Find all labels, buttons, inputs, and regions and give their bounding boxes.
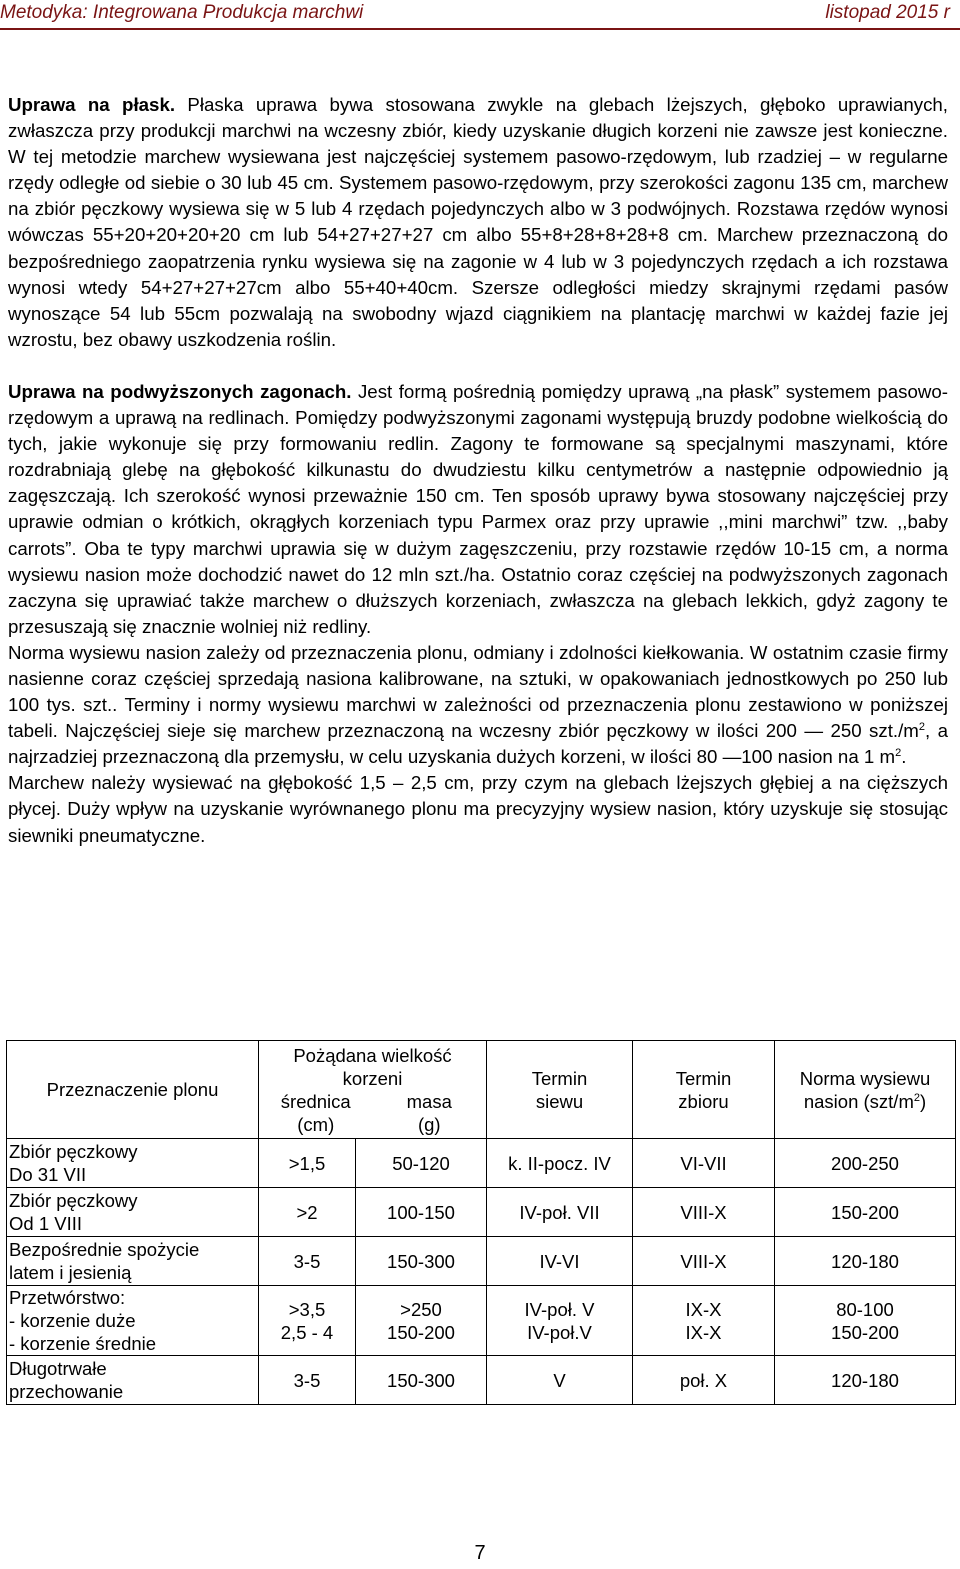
header-sowing-date: Termin siewu [487, 1041, 633, 1139]
row-label: Zbiór pęczkowy Od 1 VIII [7, 1188, 259, 1237]
cell-diameter: 3-5 [259, 1356, 356, 1405]
cell-sowing: IV-poł. VII [487, 1188, 633, 1237]
cell-mass: 100-150 [356, 1188, 487, 1237]
header-harvest-date: Termin zbioru [633, 1041, 775, 1139]
header-title: Metodyka: Integrowana Produkcja marchwi [0, 2, 364, 23]
cell-diameter: >1,5 [259, 1139, 356, 1188]
cell-norm: 120-180 [775, 1237, 956, 1286]
cell-diameter: >2 [259, 1188, 356, 1237]
superscript: 2 [918, 720, 925, 733]
seeding-table [6, 1040, 956, 1405]
paragraph-text: Norma wysiewu nasion zależy od przeznaczenia plonu, odmiany i zdolności kiełkowania. W ostatnim czasie firmy nasienne coraz częściej sprzedają nasiona kalibrowane, na sztuki, w opakowaniach jednostkowych po 250 lub 100 tys. szt.. Terminy i normy wysiewu marchwi w zależności od przeznaczenia plonu zestawiono w poniższej tabeli. Najczęściej sieje się marchew przeznaczoną na wczesny zbiór pęczkowy w ilości 200 — 250 szt./m [8, 641, 948, 742]
cell-harvest: VI-VII [633, 1139, 775, 1188]
row-label: Bezpośrednie spożycie latem i jesienią [7, 1237, 259, 1286]
table-row [7, 1286, 956, 1356]
table-row [7, 1356, 956, 1405]
cell-mass: 50-120 [356, 1139, 487, 1188]
page-header [0, 0, 960, 36]
paragraph-raised-beds [8, 379, 948, 640]
paragraph-text: . [901, 746, 907, 768]
paragraph-text: Płaska uprawa bywa stosowana zwykle na glebach lżejszych, głęboko uprawianych, zwłaszcza przy produkcji marchwi na wczesny zbiór, kiedy uzyskanie długich korzeni nie zawsze jest konieczne. W tej metodzie marchew wysiewana jest najczęściej systemem pasowo-rzędowym, lub rzadziej – w regularne rzędy odległe od siebie o 30 lub 45 cm. Systemem pasowo-rzędowym, przy szerokości zagonu 135 cm, marchew na zbiór pęczkowy wysiewa się w 5 lub 4 rzędach pojedynczych albo w 3 podwójnych. Rozstawa rzędów wynosi wówczas 55+20+20+20+20 cm lub 54+27+27+27 cm albo 55+8+28+8+28+8 cm. Marchew przeznaczoną do bezpośredniego zaopatrzenia rynku wysiewa się na zagonie w 4 lub w 3 pojedynczych rzędach a ich rozstawa wynosi wtedy 54+27+27+27cm albo 55+40+40cm. Szersze odległości miedzy skrajnymi rzędami pasów wynoszące 54 lub 55cm pozwalają na swobodny wjazd ciągnikiem na plantację marchwi w każdej fazie jej wzrostu, bez obawy uszkodzenia roślin. [8, 94, 948, 350]
section-lead: Uprawa na podwyższonych zagonach. [8, 380, 352, 402]
paragraph-seeding-norm [8, 640, 948, 770]
header-root-size-subcols [259, 1090, 486, 1136]
table-row [7, 1188, 956, 1237]
row-label: Przetwórstwo: - korzenie duże - korzenie średnie [7, 1286, 259, 1356]
header-divider [0, 28, 960, 30]
cell-sowing: IV-poł. V IV-poł.V [487, 1286, 633, 1356]
header-seeding-norm: Norma wysiewu nasion $(szt/m^2)$ [775, 1041, 956, 1139]
paragraph-seeding-depth [8, 770, 948, 848]
paragraph-text: , a najrzadziej przeznaczoną dla przemysłu, w celu uzyskania dużych korzeni, w ilości 80 —100 nasion na 1 m [8, 720, 948, 768]
article-body [8, 92, 948, 849]
cell-sowing: k. II-pocz. IV [487, 1139, 633, 1188]
paragraph-flat-cultivation [8, 92, 948, 353]
cell-diameter: 3-5 [259, 1237, 356, 1286]
page-number: 7 [474, 1542, 486, 1564]
cell-mass: >250 150-200 [356, 1286, 487, 1356]
cell-harvest: poł. X [633, 1356, 775, 1405]
header-diameter: średnica (cm) [280, 1090, 351, 1135]
superscript: 2 [895, 747, 902, 760]
cell-norm: 80-100 150-200 [775, 1286, 956, 1356]
cell-norm: 200-250 [775, 1139, 956, 1188]
paragraph-text: Marchew należy wysiewać na głębokość 1,5 – 2,5 cm, przy czym na glebach lżejszych głębiej a na cięższych płycej. Duży wpływ na uzyskanie wyrównanego plonu ma precyzyjny wysiew nasion, który uzyskuje się stosując siewniki pneumatyczne. [8, 772, 948, 846]
cell-sowing: IV-VI [487, 1237, 633, 1286]
section-lead: Uprawa na płask. [8, 94, 176, 115]
row-label: Zbiór pęczkowy Do 31 VII [7, 1139, 259, 1188]
paragraph-text: Jest formą pośrednią pomiędzy uprawą „na płask” systemem pasowo- rzędowym a uprawą na redlinach. Pomiędzy podwyższonymi zagonami występują bruzdy podobne wielkością do tych, jakie wykonuje się przy formowaniu redlin. Zagony te formowane są specjalnymi maszynami, które rozdrabniają glebę na głębokość kilkunastu do dwudziestu kilku centymetrów a następnie odpowiednio ją zagęszczają. Ich szerokość wynosi przeważnie 150 cm. Ten sposób uprawy bywa stosowany najczęściej przy uprawie odmian o krótkich, okrągłych korzeniach typu Parmex oraz przy uprawie ,,mini marchwi” tzw. ,,baby carrots”. Oba te typy marchwi uprawia się w dużym zagęszczeniu, przy rozstawie rzędów 10-15 cm, a norma wysiewu nasion może dochodzić nawet do 12 mln szt./ha. Ostatnio coraz częściej na podwyższonych zagonach zaczyna się uprawiać także marchew o dłuższych korzeniach, zwłaszcza na glebach lekkich, gdyż zagony te przesuszają się znacznie wolniej niż redliny. [8, 380, 948, 637]
cell-norm: 150-200 [775, 1188, 956, 1237]
row-label: Długotrwałe przechowanie [7, 1356, 259, 1405]
cell-harvest: VIII-X [633, 1188, 775, 1237]
cell-mass: 150-300 [356, 1237, 487, 1286]
cell-sowing: V [487, 1356, 633, 1405]
header-root-size-title: Pożądana wielkość korzeni [293, 1044, 452, 1089]
header-root-size [259, 1041, 487, 1139]
header-date: listopad 2015 r [825, 2, 950, 23]
table-row [7, 1139, 956, 1188]
cell-harvest: IX-X IX-X [633, 1286, 775, 1356]
cell-mass: 150-300 [356, 1356, 487, 1405]
header-mass: masa (g) [406, 1090, 452, 1135]
cell-norm: 120-180 [775, 1356, 956, 1405]
cell-harvest: VIII-X [633, 1237, 775, 1286]
table-row [7, 1237, 956, 1286]
cell-diameter: >3,5 2,5 - 4 [259, 1286, 356, 1356]
table-header-row [7, 1041, 956, 1139]
header-purpose: Przeznaczenie plonu [7, 1041, 259, 1139]
